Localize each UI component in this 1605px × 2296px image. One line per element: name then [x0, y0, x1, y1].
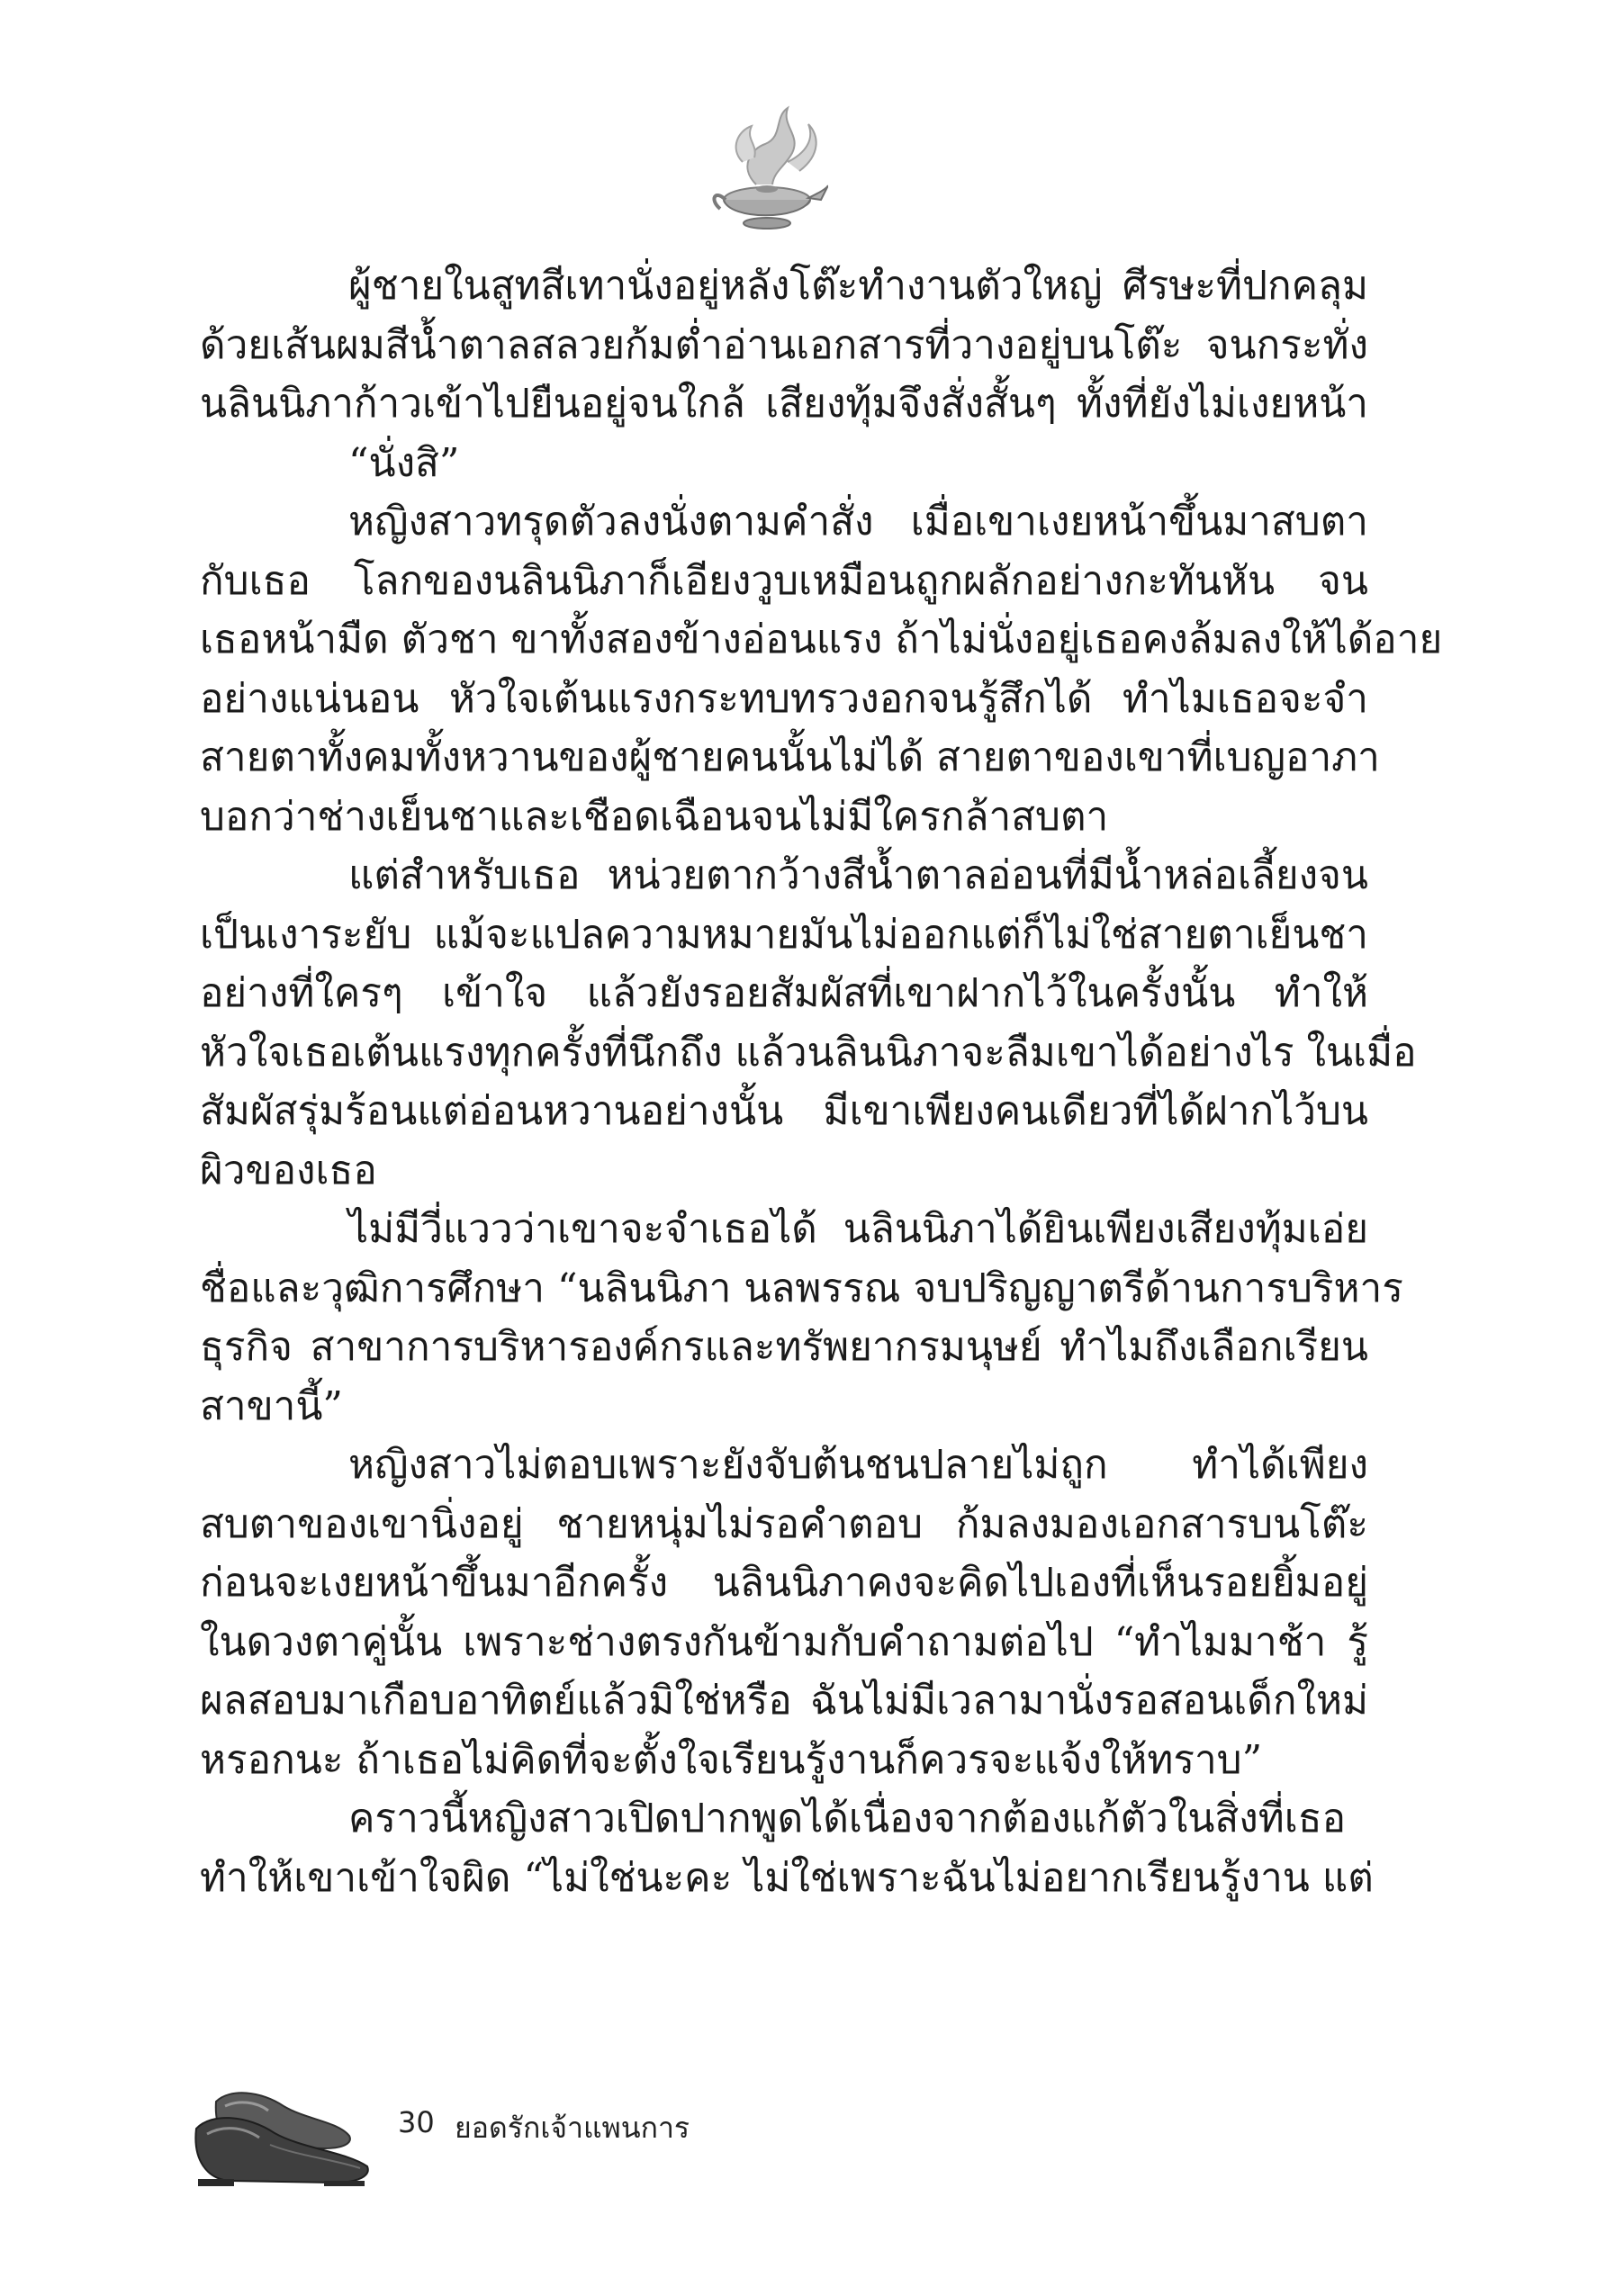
text-line: ก่อนจะเงยหน้าขึ้นมาอีกครั้ง นลินนิภาคงจะคิดไปเองที่เห็นรอยยิ้มอยู่: [200, 1560, 1368, 1606]
shoes-icon: [189, 2066, 374, 2201]
book-title: ยอดรักเจ้าแพนการ: [455, 2111, 690, 2145]
text-line: อย่างที่ใครๆ เข้าใจ แล้วยังรอยสัมผัสที่เขาฝากไว้ในครั้งนั้น ทำให้: [200, 970, 1368, 1016]
text-line: เธอหน้ามืด ตัวชา ขาทั้งสองข้างอ่อนแรง ถ้าไม่นั่งอยู่เธอคงล้มลงให้ได้อาย: [200, 617, 1443, 662]
text-line: คราวนี้หญิงสาวเปิดปากพูดได้เนื่องจากต้องแก้ตัวในสิ่งที่เธอ: [348, 1796, 1347, 1841]
text-line: สบตาของเขานิ่งอยู่ ชายหนุ่มไม่รอคำตอบ ก้มลงมองเอกสารบนโต๊ะ: [200, 1500, 1368, 1547]
text-line: หญิงสาวไม่ตอบเพราะยังจับต้นชนปลายไม่ถูก ทำได้เพียง: [348, 1442, 1368, 1488]
text-line: ผลสอบมาเกือบอาทิตย์แล้วมิใช่หรือ ฉันไม่มีเวลามานั่งรอสอนเด็กใหม่: [200, 1678, 1368, 1724]
body-text: [200, 257, 1443, 1907]
page-footer: [189, 2066, 999, 2201]
page-number: 30: [398, 2105, 435, 2139]
text-line: ด้วยเส้นผมสีน้ำตาลสลวยก้มต่ำอ่านเอกสารที่วางอยู่บนโต๊ะ จนกระทั่ง: [200, 321, 1368, 368]
text-line: ทำให้เขาเข้าใจผิด “ไม่ใช่นะคะ ไม่ใช่เพราะฉันไม่อยากเรียนรู้งาน แต่: [200, 1854, 1374, 1901]
text-line: “นั่งสิ”: [348, 439, 460, 486]
text-line: สาขานี้”: [200, 1382, 343, 1429]
text-line: สัมผัสรุ่มร้อนแต่อ่อนหวานอย่างนั้น มีเขาเพียงคนเดียวที่ได้ฝากไว้บน: [200, 1088, 1368, 1134]
text-line: ชื่อและวุฒิการศึกษา “นลินนิภา นลพรรณ จบปริญญาตรีด้านการบริหาร: [200, 1265, 1403, 1311]
text-line: สายตาทั้งคมทั้งหวานของผู้ชายคนนั้นไม่ได้ สายตาของเขาที่เบญอาภา: [200, 734, 1380, 780]
text-line: หัวใจเธอเต้นแรงทุกครั้งที่นึกถึง แล้วนลินนิภาจะลืมเขาได้อย่างไร ในเมื่อ: [200, 1029, 1417, 1076]
text-line: ธุรกิจ สาขาการบริหารองค์กรและทรัพยากรมนุษย์ ทำไมถึงเลือกเรียน: [200, 1324, 1368, 1370]
text-line: ในดวงตาคู่นั้น เพราะช่างตรงกันข้ามกับคำถามต่อไป “ทำไมมาช้า รู้: [200, 1618, 1368, 1665]
text-line: หรอกนะ ถ้าเธอไม่คิดที่จะตั้งใจเรียนรู้งานก็ควรจะแจ้งให้ทราบ”: [200, 1736, 1263, 1783]
text-line: เป็นเงาระยับ แม้จะแปลความหมายมันไม่ออกแต่ก็ไม่ใช่สายตาเย็นชา: [200, 911, 1368, 958]
lamp-icon: [702, 99, 828, 234]
text-line: กับเธอ โลกของนลินนิภาก็เอียงวูบเหมือนถูกผลักอย่างกะทันหัน จน: [200, 557, 1368, 604]
text-line: ผิวของเธอ: [200, 1147, 377, 1193]
text-line: แต่สำหรับเธอ หน่วยตากว้างสีน้ำตาลอ่อนที่มีน้ำหล่อเลี้ยงจน: [348, 852, 1368, 898]
text-line: ผู้ชายในสูทสีเทานั่งอยู่หลังโต๊ะทำงานตัวใหญ่ ศีรษะที่ปกคลุม: [348, 263, 1368, 309]
text-line: อย่างแน่นอน หัวใจเต้นแรงกระทบทรวงอกจนรู้สึกได้ ทำไมเธอจะจำ: [200, 675, 1368, 722]
text-line: บอกว่าช่างเย็นชาและเชือดเฉือนจนไม่มีใครกล้าสบตา: [200, 793, 1109, 840]
text-line: ไม่มีวี่แววว่าเขาจะจำเธอได้ นลินนิภาได้ยินเพียงเสียงทุ้มเอ่ย: [348, 1206, 1368, 1252]
text-line: หญิงสาวทรุดตัวลงนั่งตามคำสั่ง เมื่อเขาเงยหน้าขึ้นมาสบตา: [348, 499, 1368, 545]
text-line: นลินนิภาก้าวเข้าไปยืนอยู่จนใกล้ เสียงทุ้มจึงสั่งสั้นๆ ทั้งที่ยังไม่เงยหน้า: [200, 381, 1368, 427]
